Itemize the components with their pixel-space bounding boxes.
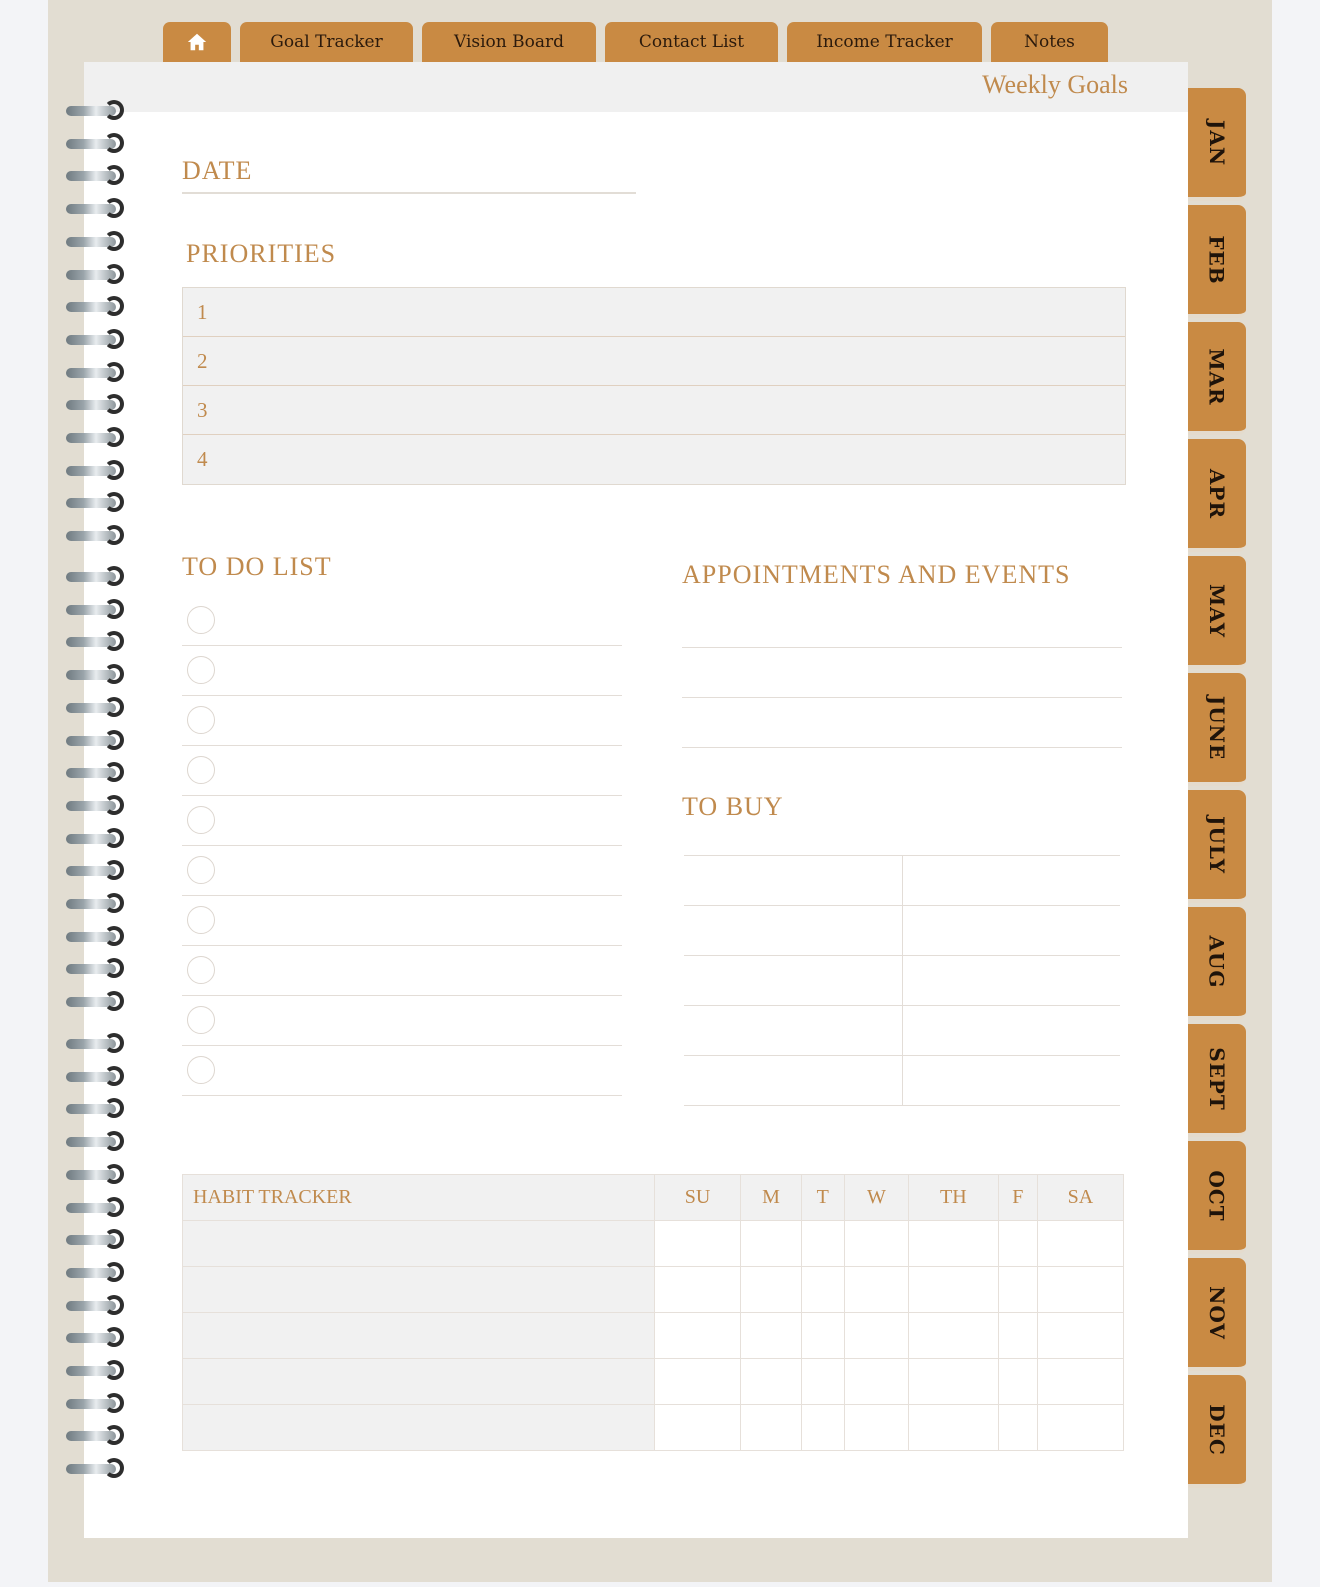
spiral-ring bbox=[66, 362, 128, 384]
month-tab-nov[interactable] bbox=[1188, 1258, 1246, 1371]
to-buy-cell[interactable] bbox=[684, 956, 903, 1006]
todo-item[interactable] bbox=[182, 946, 622, 996]
habit-day-cell[interactable] bbox=[998, 1359, 1037, 1405]
month-tab-label: APR bbox=[1205, 468, 1229, 519]
todo-item[interactable] bbox=[182, 896, 622, 946]
day-header-sa: SA bbox=[1037, 1175, 1123, 1221]
priority-row[interactable] bbox=[183, 435, 1125, 484]
month-tab-jan[interactable] bbox=[1188, 88, 1246, 201]
habit-rows bbox=[183, 1221, 1124, 1451]
todo-item[interactable] bbox=[182, 846, 622, 896]
spiral-ring bbox=[66, 1229, 128, 1251]
habit-day-cell[interactable] bbox=[1037, 1221, 1123, 1267]
spiral-ring bbox=[66, 664, 128, 686]
todo-checkbox[interactable] bbox=[187, 706, 215, 734]
habit-name-cell[interactable] bbox=[183, 1221, 655, 1267]
month-tab-label: JAN bbox=[1204, 119, 1229, 166]
habit-row bbox=[183, 1405, 1124, 1451]
spiral-ring bbox=[66, 427, 128, 449]
day-header-t: T bbox=[801, 1175, 844, 1221]
habit-row bbox=[183, 1313, 1124, 1359]
todo-item[interactable] bbox=[182, 696, 622, 746]
todo-list bbox=[182, 596, 622, 1096]
month-tab-aug[interactable] bbox=[1188, 907, 1246, 1020]
habit-day-cell[interactable] bbox=[655, 1405, 741, 1451]
habit-day-cell[interactable] bbox=[844, 1359, 908, 1405]
spiral-ring bbox=[66, 1033, 128, 1055]
habit-day-cell[interactable] bbox=[801, 1405, 844, 1451]
to-buy-grid bbox=[684, 855, 1120, 1106]
todo-item[interactable] bbox=[182, 996, 622, 1046]
habit-day-cell[interactable] bbox=[998, 1267, 1037, 1313]
spiral-ring bbox=[66, 1197, 128, 1219]
spiral-ring bbox=[66, 762, 128, 784]
to-buy-cell[interactable] bbox=[684, 856, 903, 906]
tab-notes[interactable]: Notes bbox=[991, 22, 1108, 62]
todo-checkbox[interactable] bbox=[187, 1056, 215, 1084]
day-header-th: TH bbox=[909, 1175, 999, 1221]
habit-day-cell[interactable] bbox=[909, 1267, 999, 1313]
month-tab-label: NOV bbox=[1205, 1285, 1229, 1340]
day-header-w: W bbox=[844, 1175, 908, 1221]
spiral-ring bbox=[66, 1327, 128, 1349]
spiral-ring bbox=[66, 394, 128, 416]
to-buy-cell[interactable] bbox=[903, 1006, 1121, 1056]
priority-row[interactable] bbox=[183, 386, 1125, 435]
spiral-ring bbox=[66, 991, 128, 1013]
month-tab-label: JULY bbox=[1205, 815, 1229, 874]
habit-name-cell[interactable] bbox=[183, 1405, 655, 1451]
appointments-list bbox=[682, 598, 1122, 748]
appointments-label: APPOINTMENTS AND EVENTS bbox=[682, 560, 1071, 589]
habit-name-cell[interactable] bbox=[183, 1313, 655, 1359]
priorities-label: PRIORITIES bbox=[186, 239, 337, 268]
spiral-ring bbox=[66, 926, 128, 948]
appointment-line[interactable] bbox=[682, 698, 1122, 748]
habit-day-cell[interactable] bbox=[909, 1405, 999, 1451]
to-buy-cell[interactable] bbox=[903, 856, 1121, 906]
priorities-table bbox=[182, 287, 1126, 485]
todo-item[interactable] bbox=[182, 646, 622, 696]
month-tab-apr[interactable] bbox=[1188, 439, 1246, 552]
todo-checkbox[interactable] bbox=[187, 806, 215, 834]
spiral-ring bbox=[66, 133, 128, 155]
spiral-ring bbox=[66, 730, 128, 752]
month-tab-label: MAR bbox=[1205, 347, 1229, 406]
habit-day-cell[interactable] bbox=[741, 1267, 802, 1313]
spiral-ring bbox=[66, 958, 128, 980]
habit-tracker-table bbox=[182, 1174, 1124, 1451]
habit-day-cell[interactable] bbox=[1037, 1359, 1123, 1405]
habit-name-cell[interactable] bbox=[183, 1359, 655, 1405]
spiral-ring bbox=[66, 1164, 128, 1186]
todo-item[interactable] bbox=[182, 596, 622, 646]
habit-day-cell[interactable] bbox=[998, 1313, 1037, 1359]
habit-day-cell[interactable] bbox=[741, 1359, 802, 1405]
appointment-line[interactable] bbox=[682, 648, 1122, 698]
spiral-ring bbox=[66, 566, 128, 588]
month-tab-dec[interactable] bbox=[1188, 1375, 1246, 1488]
month-tab-may[interactable] bbox=[1188, 556, 1246, 669]
habit-day-cell[interactable] bbox=[801, 1221, 844, 1267]
habit-day-cell[interactable] bbox=[909, 1313, 999, 1359]
spiral-ring bbox=[66, 1393, 128, 1415]
spiral-ring bbox=[66, 599, 128, 621]
habit-day-cell[interactable] bbox=[1037, 1405, 1123, 1451]
month-tab-label: MAY bbox=[1205, 583, 1229, 638]
spiral-ring bbox=[66, 100, 128, 122]
todo-item[interactable] bbox=[182, 746, 622, 796]
habit-name-cell[interactable] bbox=[183, 1267, 655, 1313]
habit-row bbox=[183, 1359, 1124, 1405]
spiral-ring bbox=[66, 264, 128, 286]
habit-day-cell[interactable] bbox=[998, 1405, 1037, 1451]
habit-day-cell[interactable] bbox=[844, 1405, 908, 1451]
tab-income-tracker[interactable]: Income Tracker bbox=[787, 22, 982, 62]
habit-day-cell[interactable] bbox=[741, 1405, 802, 1451]
priority-number: 4 bbox=[197, 447, 208, 471]
priority-number: 3 bbox=[197, 398, 208, 422]
spiral-ring bbox=[66, 296, 128, 318]
habit-day-cell[interactable] bbox=[655, 1267, 741, 1313]
priority-row[interactable] bbox=[183, 288, 1125, 337]
spiral-ring bbox=[66, 198, 128, 220]
day-header-su: SU bbox=[655, 1175, 741, 1221]
spiral-ring bbox=[66, 1066, 128, 1088]
spiral-ring bbox=[66, 1098, 128, 1120]
month-tab-mar[interactable] bbox=[1188, 322, 1246, 435]
habit-day-cell[interactable] bbox=[801, 1359, 844, 1405]
spiral-ring bbox=[66, 1458, 128, 1480]
month-tab-label: AUG bbox=[1204, 934, 1229, 989]
habit-day-cell[interactable] bbox=[1037, 1313, 1123, 1359]
tab-vision-board[interactable]: Vision Board bbox=[422, 22, 596, 62]
to-buy-label: TO BUY bbox=[682, 792, 784, 821]
spiral-ring bbox=[66, 329, 128, 351]
habit-row bbox=[183, 1221, 1124, 1267]
priority-number: 1 bbox=[197, 300, 208, 324]
habit-day-cell[interactable] bbox=[741, 1221, 802, 1267]
habit-day-cell[interactable] bbox=[909, 1359, 999, 1405]
month-tab-feb[interactable] bbox=[1188, 205, 1246, 318]
habit-day-cell[interactable] bbox=[998, 1221, 1037, 1267]
todo-checkbox[interactable] bbox=[187, 956, 215, 984]
spiral-ring bbox=[66, 492, 128, 514]
to-buy-cell[interactable] bbox=[903, 1056, 1121, 1106]
spiral-ring bbox=[66, 525, 128, 547]
to-buy-cell[interactable] bbox=[684, 906, 903, 956]
todo-checkbox[interactable] bbox=[187, 856, 215, 884]
month-tab-label: DEC bbox=[1204, 1403, 1229, 1456]
to-buy-cell[interactable] bbox=[684, 1056, 903, 1106]
todo-checkbox[interactable] bbox=[187, 656, 215, 684]
appointment-line[interactable] bbox=[682, 598, 1122, 648]
page-header bbox=[84, 62, 1188, 112]
spiral-ring bbox=[66, 893, 128, 915]
spiral-ring bbox=[66, 828, 128, 850]
month-tab-label: JUNE bbox=[1205, 695, 1229, 760]
todo-checkbox[interactable] bbox=[187, 906, 215, 934]
habit-day-cell[interactable] bbox=[909, 1221, 999, 1267]
spiral-binding bbox=[66, 100, 136, 1490]
habit-day-cell[interactable] bbox=[801, 1313, 844, 1359]
habit-day-cell[interactable] bbox=[1037, 1267, 1123, 1313]
date-label: DATE bbox=[182, 156, 253, 185]
date-field[interactable] bbox=[182, 192, 636, 194]
spiral-ring bbox=[66, 1295, 128, 1317]
habit-day-cell[interactable] bbox=[655, 1313, 741, 1359]
month-tab-oct[interactable] bbox=[1188, 1141, 1246, 1254]
page-title: Weekly Goals bbox=[982, 70, 1128, 99]
todo-checkbox[interactable] bbox=[187, 756, 215, 784]
month-tab-label: SEPT bbox=[1205, 1046, 1230, 1111]
spiral-ring bbox=[66, 795, 128, 817]
todo-item[interactable] bbox=[182, 796, 622, 846]
spiral-ring bbox=[66, 860, 128, 882]
month-tab-label: FEB bbox=[1204, 234, 1229, 285]
priority-number: 2 bbox=[197, 349, 208, 373]
spiral-ring bbox=[66, 460, 128, 482]
habit-day-cell[interactable] bbox=[844, 1313, 908, 1359]
month-tab-july[interactable] bbox=[1188, 790, 1246, 903]
habit-day-cell[interactable] bbox=[655, 1221, 741, 1267]
priority-row[interactable] bbox=[183, 337, 1125, 386]
todo-label: TO DO LIST bbox=[182, 552, 332, 581]
home-icon bbox=[186, 31, 208, 53]
todo-checkbox[interactable] bbox=[187, 606, 215, 634]
home-tab[interactable] bbox=[163, 22, 231, 62]
habit-row bbox=[183, 1267, 1124, 1313]
to-buy-cell[interactable] bbox=[903, 956, 1121, 1006]
spiral-ring bbox=[66, 631, 128, 653]
tab-contact-list[interactable]: Contact List bbox=[605, 22, 778, 62]
habit-day-cell[interactable] bbox=[801, 1267, 844, 1313]
spiral-ring bbox=[66, 231, 128, 253]
habit-day-cell[interactable] bbox=[844, 1267, 908, 1313]
planner-page bbox=[84, 62, 1188, 1538]
month-tab-june[interactable] bbox=[1188, 673, 1246, 786]
todo-checkbox[interactable] bbox=[187, 1006, 215, 1034]
spiral-ring bbox=[66, 1262, 128, 1284]
habit-day-cell[interactable] bbox=[844, 1221, 908, 1267]
month-tab-label: OCT bbox=[1204, 1169, 1229, 1222]
habit-tracker-label: HABIT TRACKER bbox=[183, 1175, 655, 1221]
day-header-m: M bbox=[741, 1175, 802, 1221]
tab-goal-tracker[interactable]: Goal Tracker bbox=[240, 22, 413, 62]
spiral-ring bbox=[66, 1131, 128, 1153]
spiral-ring bbox=[66, 697, 128, 719]
to-buy-cell[interactable] bbox=[903, 906, 1121, 956]
to-buy-cell[interactable] bbox=[684, 1006, 903, 1056]
habit-day-cell[interactable] bbox=[741, 1313, 802, 1359]
spiral-ring bbox=[66, 1360, 128, 1382]
day-header-f: F bbox=[998, 1175, 1037, 1221]
month-tab-sept[interactable] bbox=[1188, 1024, 1246, 1137]
habit-day-cell[interactable] bbox=[655, 1359, 741, 1405]
todo-item[interactable] bbox=[182, 1046, 622, 1096]
spiral-ring bbox=[66, 165, 128, 187]
spiral-ring bbox=[66, 1425, 128, 1447]
